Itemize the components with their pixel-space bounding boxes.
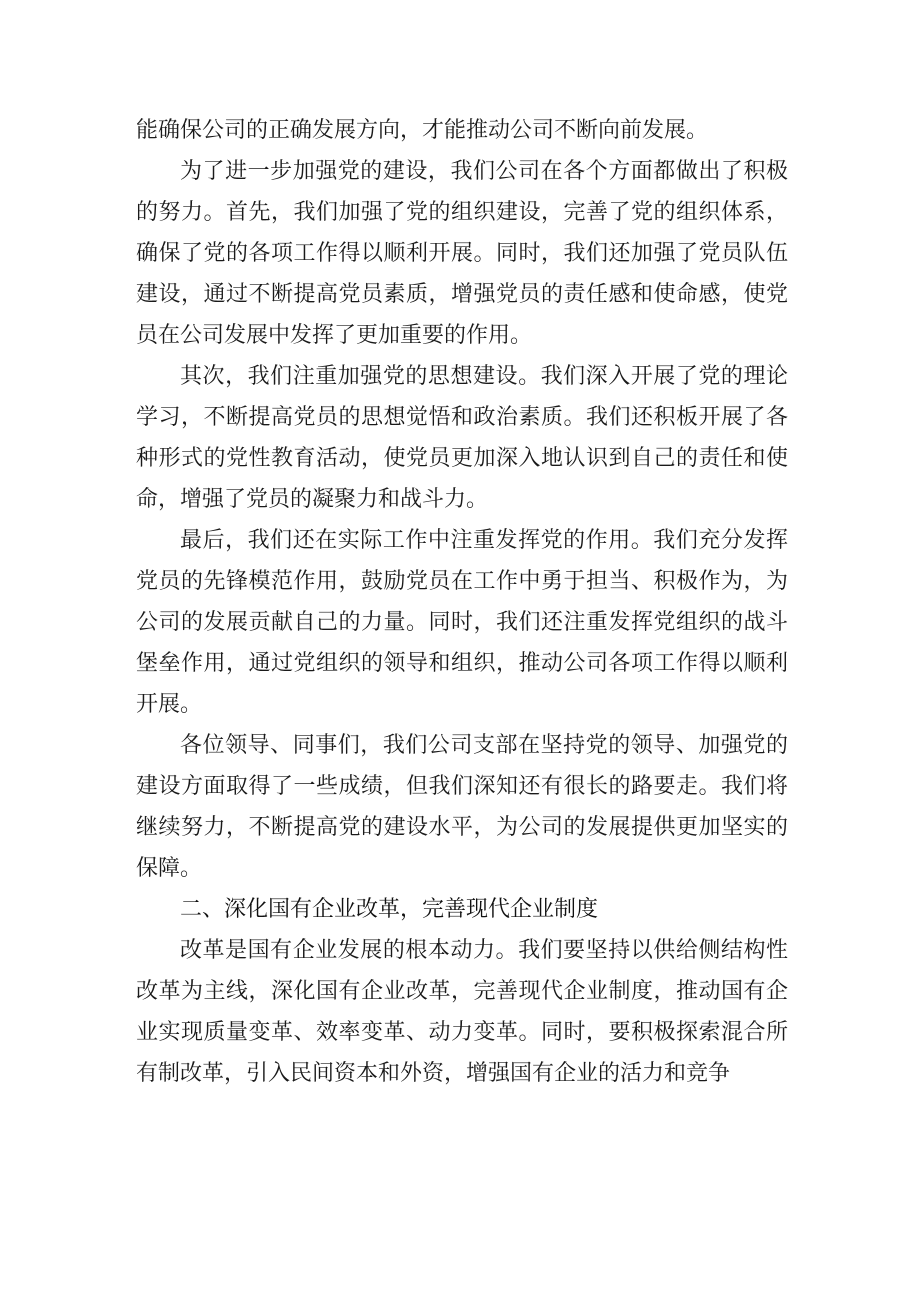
paragraph-party-building: 为了进一步加强党的建设，我们公司在各个方面都做出了积极的努力。首先，我们加强了党的组织建设，完善了党的组织体系，确保了党的各项工作得以顺利开展。同时，我们还加强了党员队伍建设，通过不断提高党员素质，增强党员的责任感和使命感，使党员在公司发展中发挥了更加重要的作用。 (136, 159, 788, 348)
section-heading: 二、深化国有企业改革，完善现代企业制度 (180, 897, 599, 922)
paragraph-ideological-building: 其次，我们注重加强党的思想建设。我们深入开展了党的理论学习，不断提高党员的思想觉悟和政治素质。我们还积板开展了各种形式的党性教育活动，使党员更加深入地认识到自己的责任和使命，增强了党员的凝聚力和战斗力。 (136, 364, 788, 512)
paragraph-reform: 改革是国有企业发展的根本动力。我们要坚持以供给侧结构性改革为主线，深化国有企业改革，完善现代企业制度，推动国有企业实现质量变革、效率变革、动力变革。同时，要积极探索混合所有制改革，引入民间资本和外资，增强国有企业的活力和竞争 (136, 938, 788, 1086)
document-body (136, 110, 788, 1094)
paragraph-practical-work: 最后，我们还在实际工作中注重发挥党的作用。我们充分发挥党员的先锋模范作用，鼓励党员在工作中勇于担当、积极作为，为公司的发展贡献自己的力量。同时，我们还注重发挥党组织的战斗堡垒作用，通过党组织的领导和组织，推动公司各项工作得以顺利开展。 (136, 528, 788, 717)
paragraph-closing-remarks: 各位领导、同事们，我们公司支部在坚持党的领导、加强党的建设方面取得了一些成绩，但我们深知还有很长的路要走。我们将继续努力，不断提高党的建设水平，为公司的发展提供更加坚实的保障。 (136, 733, 788, 881)
paragraph-continuation: 能确保公司的正确发展方向，才能推动公司不断向前发展。 (136, 118, 709, 143)
